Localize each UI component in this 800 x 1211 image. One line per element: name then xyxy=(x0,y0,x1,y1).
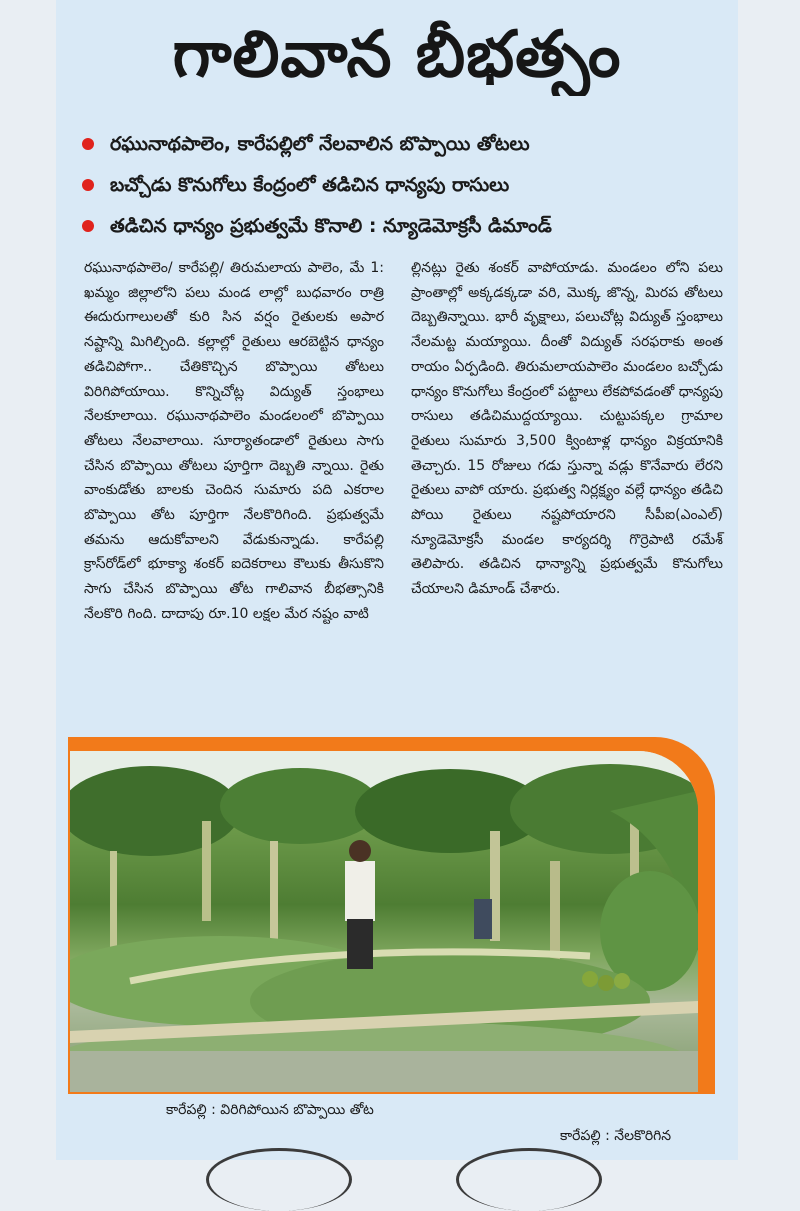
article-text: రఘునాథపాలెం/ కారేపల్లి/ తిరుమలాయ పాలెం, మే 1: ఖమ్మం జిల్లాలోని పలు మండ లాల్లో బుధవారం రాత్రి ఈదురుగాలులతో కురి సిన వర్షం రైతులకు అపార నష్టాన్ని మిగిల్చింది. కల్లాల్లో రైతులు ఆరబెట్టిన ధాన్యం తడిచిపోగా.. చేతికొచ్చిన బొప్పాయి తోటలు విరిగిపోయాయి. కొన్నిచోట్ల విద్యుత్ స్తంభాలు నేలకూలాయి. రఘునాథపాలెం మండలంలో బొప్పాయి తోటలు నేలవాలాయి. సూర్యాతండాలో రైతులు సాగు చేసిన బొప్పాయి తోటలు పూర్తిగా దెబ్బతి న్నాయి. రైతు వాంకుడోతు బాలకు చెందిన సుమారు పది ఎకరాల బొప్పాయి తోట పూర్తిగా నేలకొరిగింది. ప్రభుత్వమే తమను ఆదుకోవాలని వేడుకున్నాడు. కారేపల్లి క్రాస్‌రోడ్‌లో భూక్యా శంకర్ ఐదెకరాలు కౌలుకు తీసుకొని సాగు చేసిన బొప్పాయి తోట గాలివాన బీభత్సానికి నేలకొరి గింది. దాదాపు రూ.10 లక్షల మేర నష్టం వాటి xyxy=(84,260,384,622)
bullet-text: రఘునాథపాలెం, కారేపల్లిలో నేలవాలిన బొప్పాయి తోటలు xyxy=(110,133,530,155)
bullet-dot-icon xyxy=(82,179,94,191)
papaya-field-photo xyxy=(70,751,698,1092)
second-photo-caption: కారేపల్లి : నేలకొరిగిన xyxy=(560,1128,672,1144)
summary-bullets xyxy=(82,124,722,247)
newspaper-clipping xyxy=(56,0,738,1160)
bullet-text: బచ్చోడు కొనుగోలు కేంద్రంలో తడిచిన ధాన్యపు రాసులు xyxy=(110,174,510,196)
bullet-dot-icon xyxy=(82,220,94,232)
bullet-item xyxy=(82,206,722,247)
headline: గాలివాన బీభత్సం xyxy=(172,18,622,92)
papaya-field-illustration xyxy=(70,751,698,1092)
article-column-left xyxy=(84,256,384,627)
bullet-dot-icon xyxy=(82,138,94,150)
bullet-item xyxy=(82,165,722,206)
photo-frame xyxy=(68,737,715,1094)
photo-circle-edge xyxy=(206,1148,352,1211)
photo-circle-edge xyxy=(456,1148,602,1211)
photo-caption: కారేపల్లి : విరిగిపోయిన బొప్పాయి తోట xyxy=(166,1102,374,1118)
article-column-right xyxy=(411,256,723,602)
bullet-text: తడిచిన ధాన్యం ప్రభుత్వమే కొనాలి : న్యూడెమోక్రసీ డిమాండ్ xyxy=(110,215,552,237)
bullet-item xyxy=(82,124,722,165)
article-text: ల్లినట్లు రైతు శంకర్ వాపోయాడు. మండలం లోని పలు ప్రాంతాల్లో అక్కడక్కడా వరి, మొక్క జొన్న, మిరప తోటలు దెబ్బతిన్నాయి. భారీ వృక్షాలు, పలుచోట్ల విద్యుత్ స్తంభాలు నేలమట్ట మయ్యాయి. దీంతో విద్యుత్ సరఫరాకు అంత రాయం ఏర్పడింది. తిరుమలాయపాలెం మండలం బచ్చోడు ధాన్యం కొనుగోలు కేంద్రంలో పట్టాలు లేకపోవడంతో ధాన్యపు రాసులు తడిచిముద్దయ్యాయి. చుట్టుపక్కల గ్రామాల రైతులు సుమారు 3,500 క్వింటాళ్ల ధాన్యం విక్రయానికి తెచ్చారు. 15 రోజులు గడు స్తున్నా వడ్లు కొనేవారు లేరని రైతులు వాపో యారు. ప్రభుత్వ నిర్లక్ష్యం వల్లే ధాన్యం తడిచి పోయి రైతులు నష్టపోయారని సీపీఐ(ఎంఎల్) న్యూడెమోక్రసీ మండల కార్యదర్శి గొర్రెపాటి రమేశ్ తెలిపారు. తడిచిన ధాన్యాన్ని ప్రభుత్వమే కొనుగోలు చేయాలని డిమాండ్ చేశారు. xyxy=(411,260,723,598)
